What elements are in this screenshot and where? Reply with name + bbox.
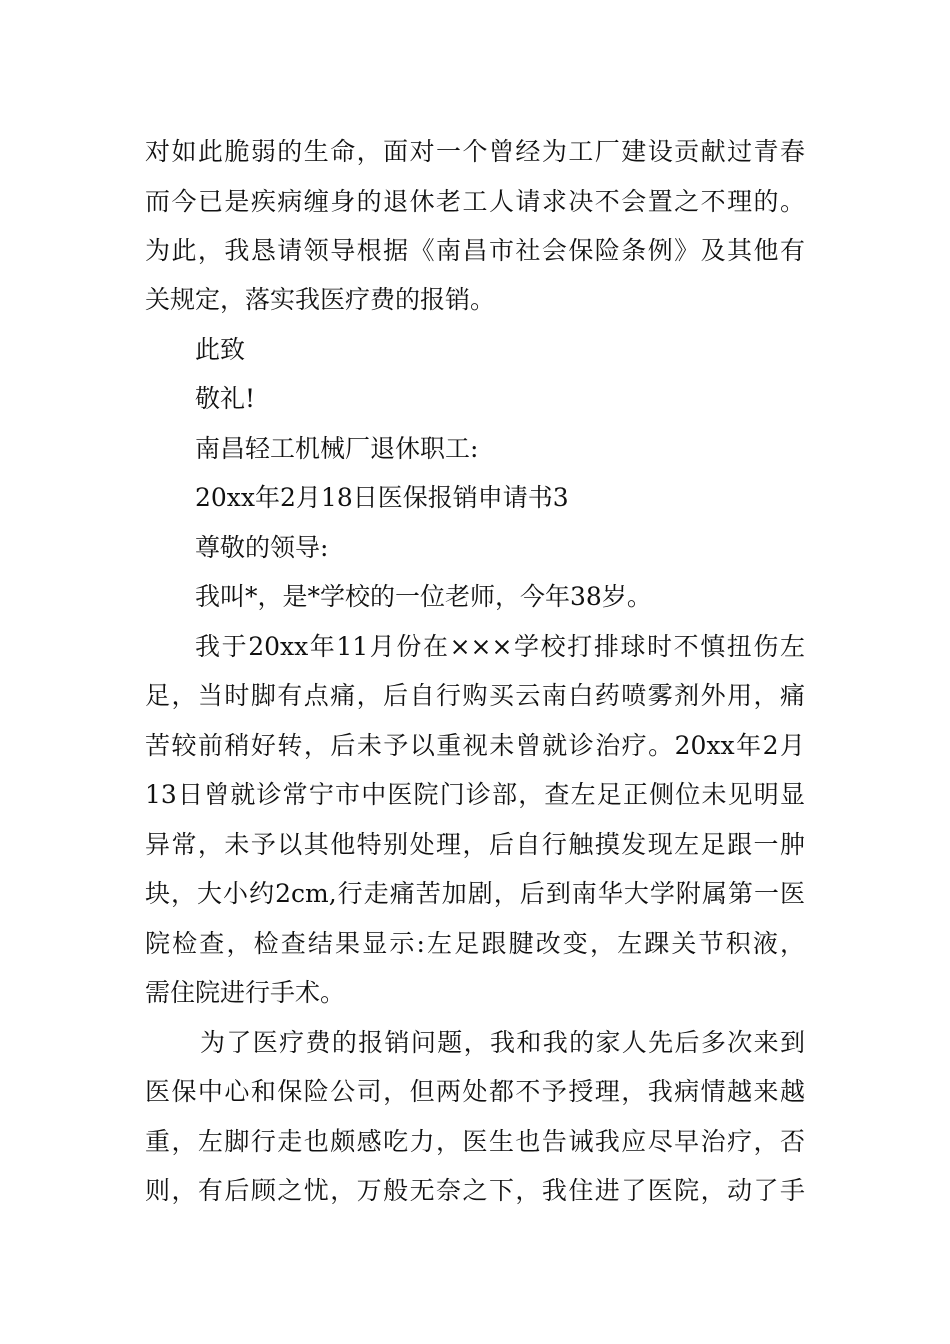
- paragraph-line: 为此，我恳请领导根据《南昌市社会保险条例》及其他有: [145, 236, 805, 265]
- paragraph-line: 而今已是疾病缠身的退休老工人请求决不会置之不理的。: [145, 187, 805, 216]
- paragraph-line: 院检查，检查结果显示:左足跟腱改变，左踝关节积液，: [145, 929, 805, 958]
- paragraph-line: 重，左脚行走也颇感吃力，医生也告诫我应尽早治疗，否: [145, 1127, 805, 1156]
- signature-line: 南昌轻工机械厂退休职工:: [195, 434, 479, 463]
- intro-line: 我叫*，是*学校的一位老师，今年38岁。: [195, 582, 652, 611]
- paragraph-line: 13日曾就诊常宁市中医院门诊部，查左足正侧位未见明显: [145, 780, 805, 809]
- paragraph-line: 需住院进行手术。: [145, 978, 346, 1007]
- paragraph-line: 足，当时脚有点痛，后自行购买云南白药喷雾剂外用，痛: [145, 681, 805, 710]
- closing-salutation: 此致: [195, 335, 246, 364]
- paragraph-line: 则，有后顾之忧，万般无奈之下，我住进了医院，动了手: [145, 1176, 805, 1205]
- closing-regards: 敬礼!: [195, 384, 256, 413]
- paragraph-line: 对如此脆弱的生命，面对一个曾经为工厂建设贡献过青春: [145, 137, 805, 166]
- paragraph-line: 医保中心和保险公司，但两处都不予授理，我病情越来越: [145, 1077, 805, 1106]
- date-and-title-line: 20xx年2月18日医保报销申请书3: [195, 483, 569, 512]
- paragraph-line: 苦较前稍好转，后未予以重视未曾就诊治疗。20xx年2月: [145, 731, 805, 760]
- paragraph-line: 为了医疗费的报销问题，我和我的家人先后多次来到: [200, 1028, 805, 1057]
- paragraph-line: 关规定，落实我医疗费的报销。: [145, 285, 496, 314]
- paragraph-line: 异常，未予以其他特别处理，后自行触摸发现左足跟一肿: [145, 830, 805, 859]
- paragraph-line: 块，大小约2cm,行走痛苦加剧，后到南华大学附属第一医: [145, 879, 805, 908]
- paragraph-line: 我于20xx年11月份在×××学校打排球时不慎扭伤左: [195, 632, 805, 661]
- greeting-line: 尊敬的领导:: [195, 533, 329, 562]
